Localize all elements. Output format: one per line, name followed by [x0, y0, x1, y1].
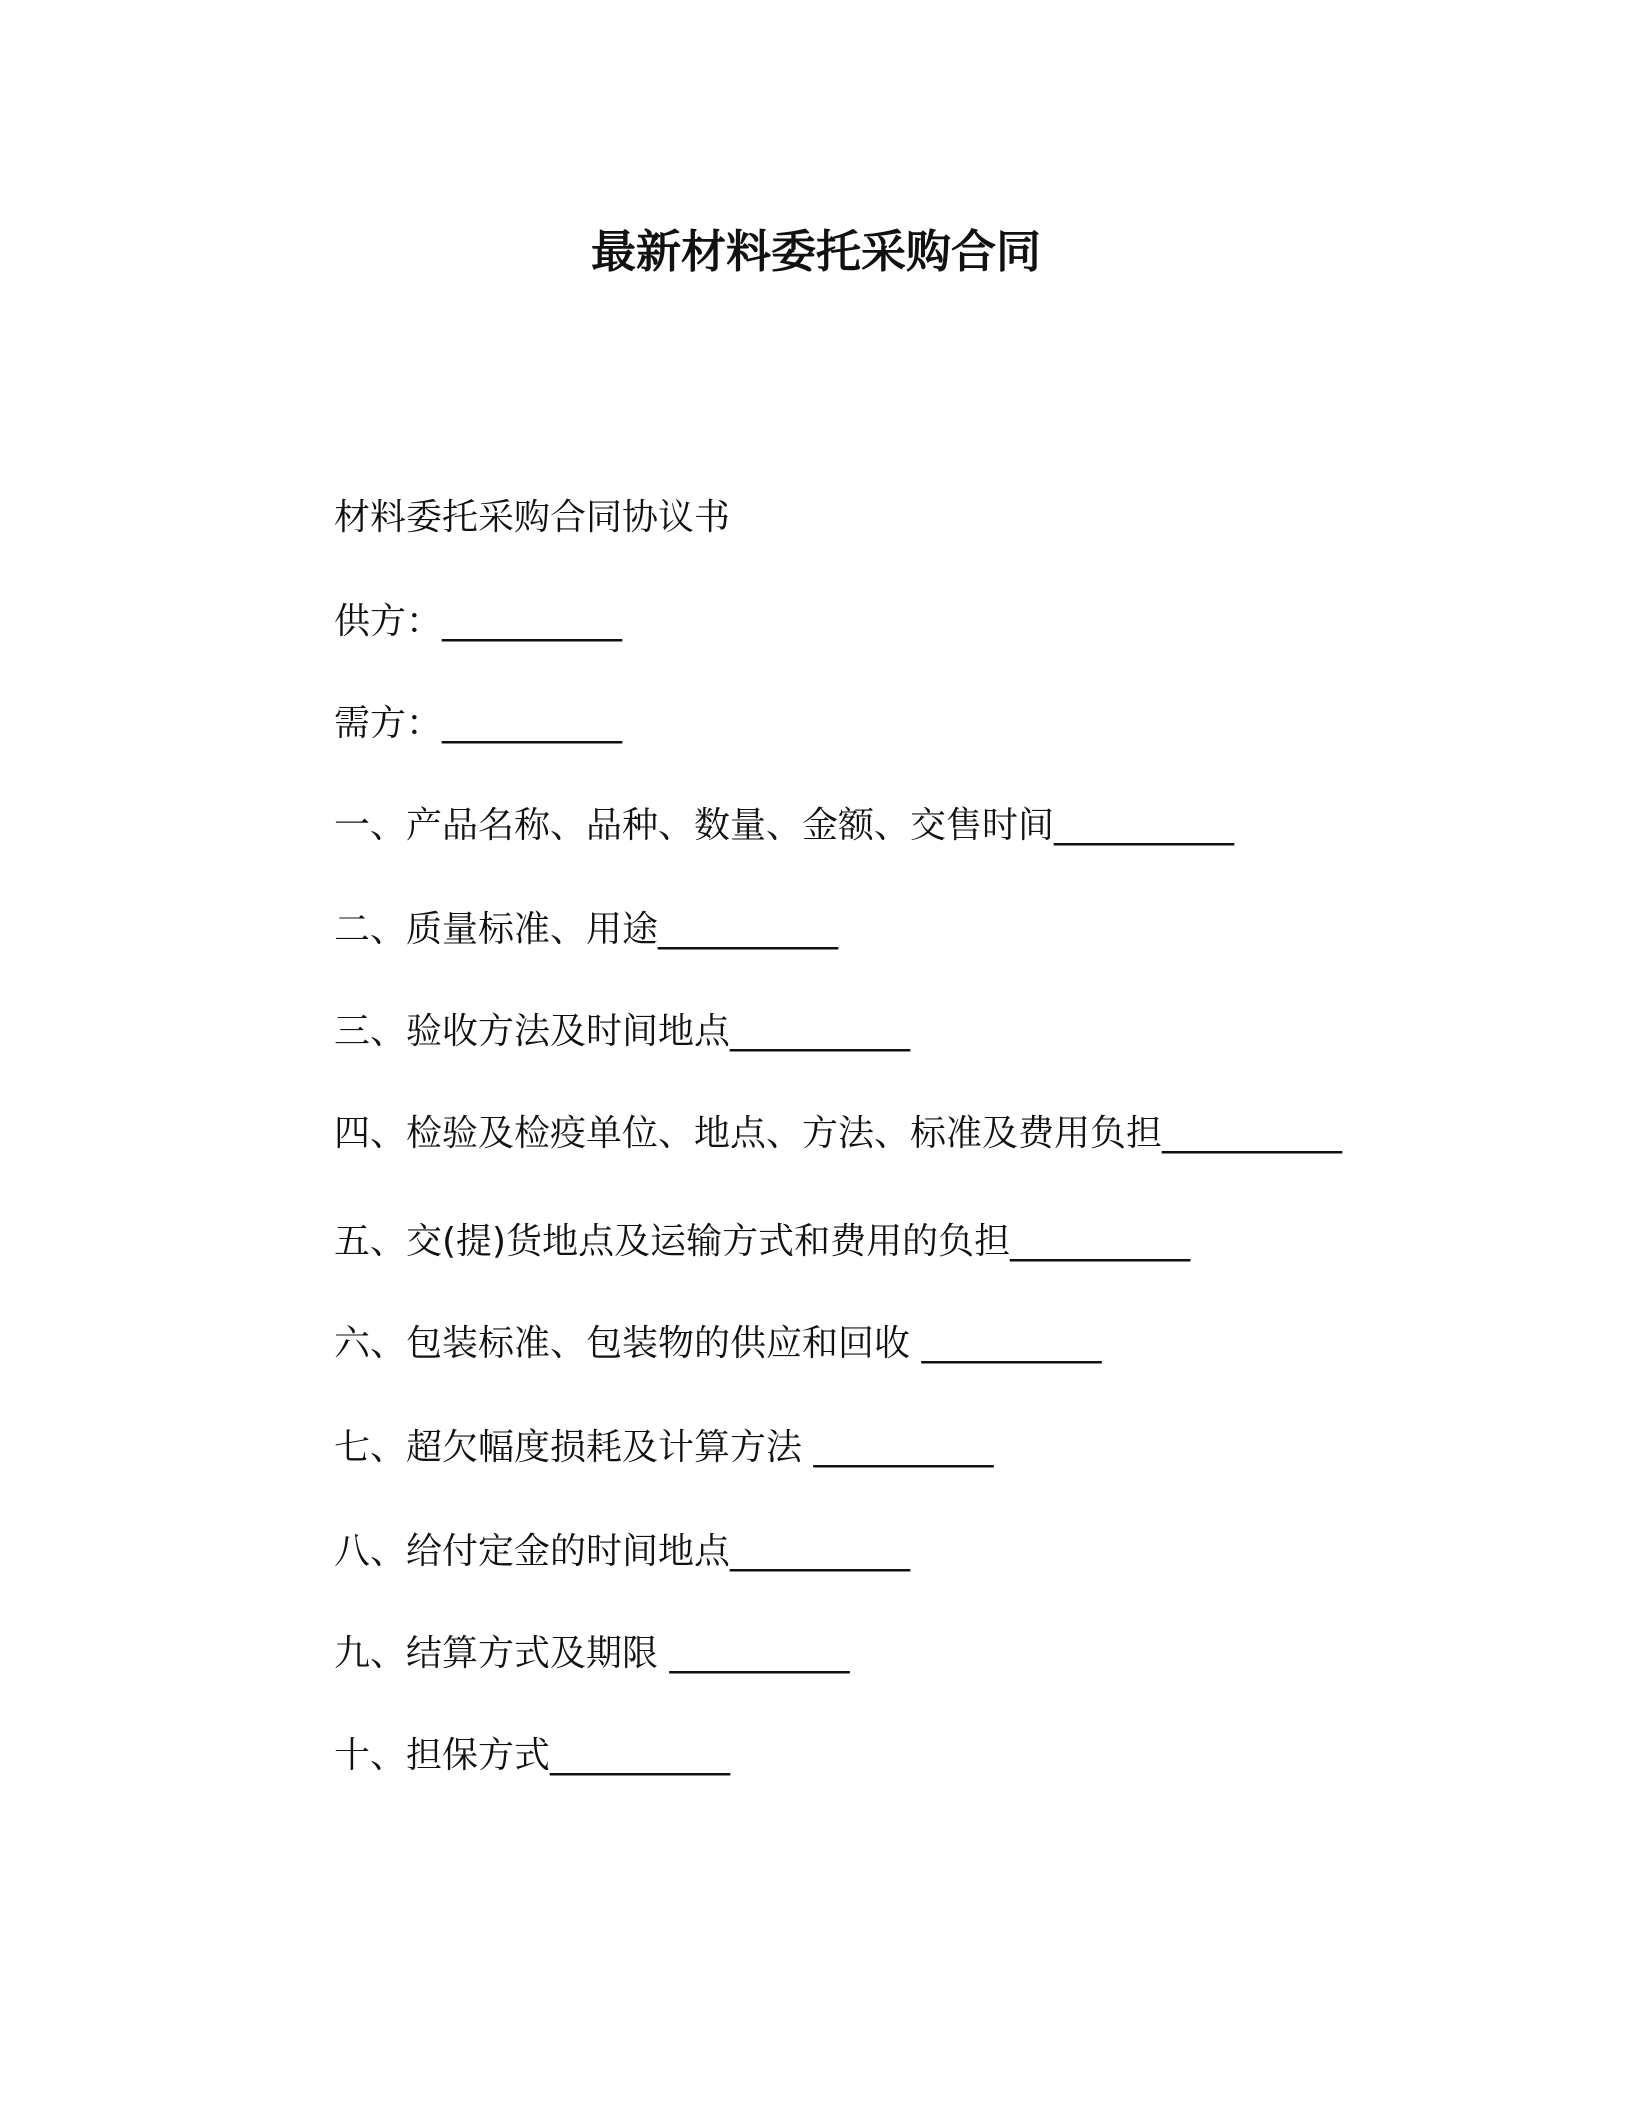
- clause-7: 七、超欠幅度损耗及计算方法 __________: [334, 1427, 994, 1468]
- clause-8: 八、给付定金的时间地点__________: [334, 1531, 911, 1572]
- clause-1: 一、产品名称、品种、数量、金额、交售时间__________: [334, 805, 1235, 846]
- supplier-line: 供方：__________: [334, 601, 623, 642]
- buyer-line: 需方：__________: [334, 703, 623, 744]
- clause-3: 三、验收方法及时间地点__________: [334, 1011, 911, 1052]
- clause-6: 六、包装标准、包装物的供应和回收 __________: [334, 1323, 1102, 1364]
- clause-4: 四、检验及检疫单位、地点、方法、标准及费用负担__________: [334, 1113, 1343, 1154]
- clause-5: 五、交(提)货地点及运输方式和费用的负担__________: [334, 1221, 1191, 1262]
- document-title: 最新材料委托采购合同: [590, 225, 1041, 278]
- agreement-heading: 材料委托采购合同协议书: [334, 497, 731, 538]
- clause-2: 二、质量标准、用途__________: [334, 909, 839, 950]
- clause-10: 十、担保方式__________: [334, 1735, 731, 1776]
- clause-9: 九、结算方式及期限 __________: [334, 1633, 850, 1674]
